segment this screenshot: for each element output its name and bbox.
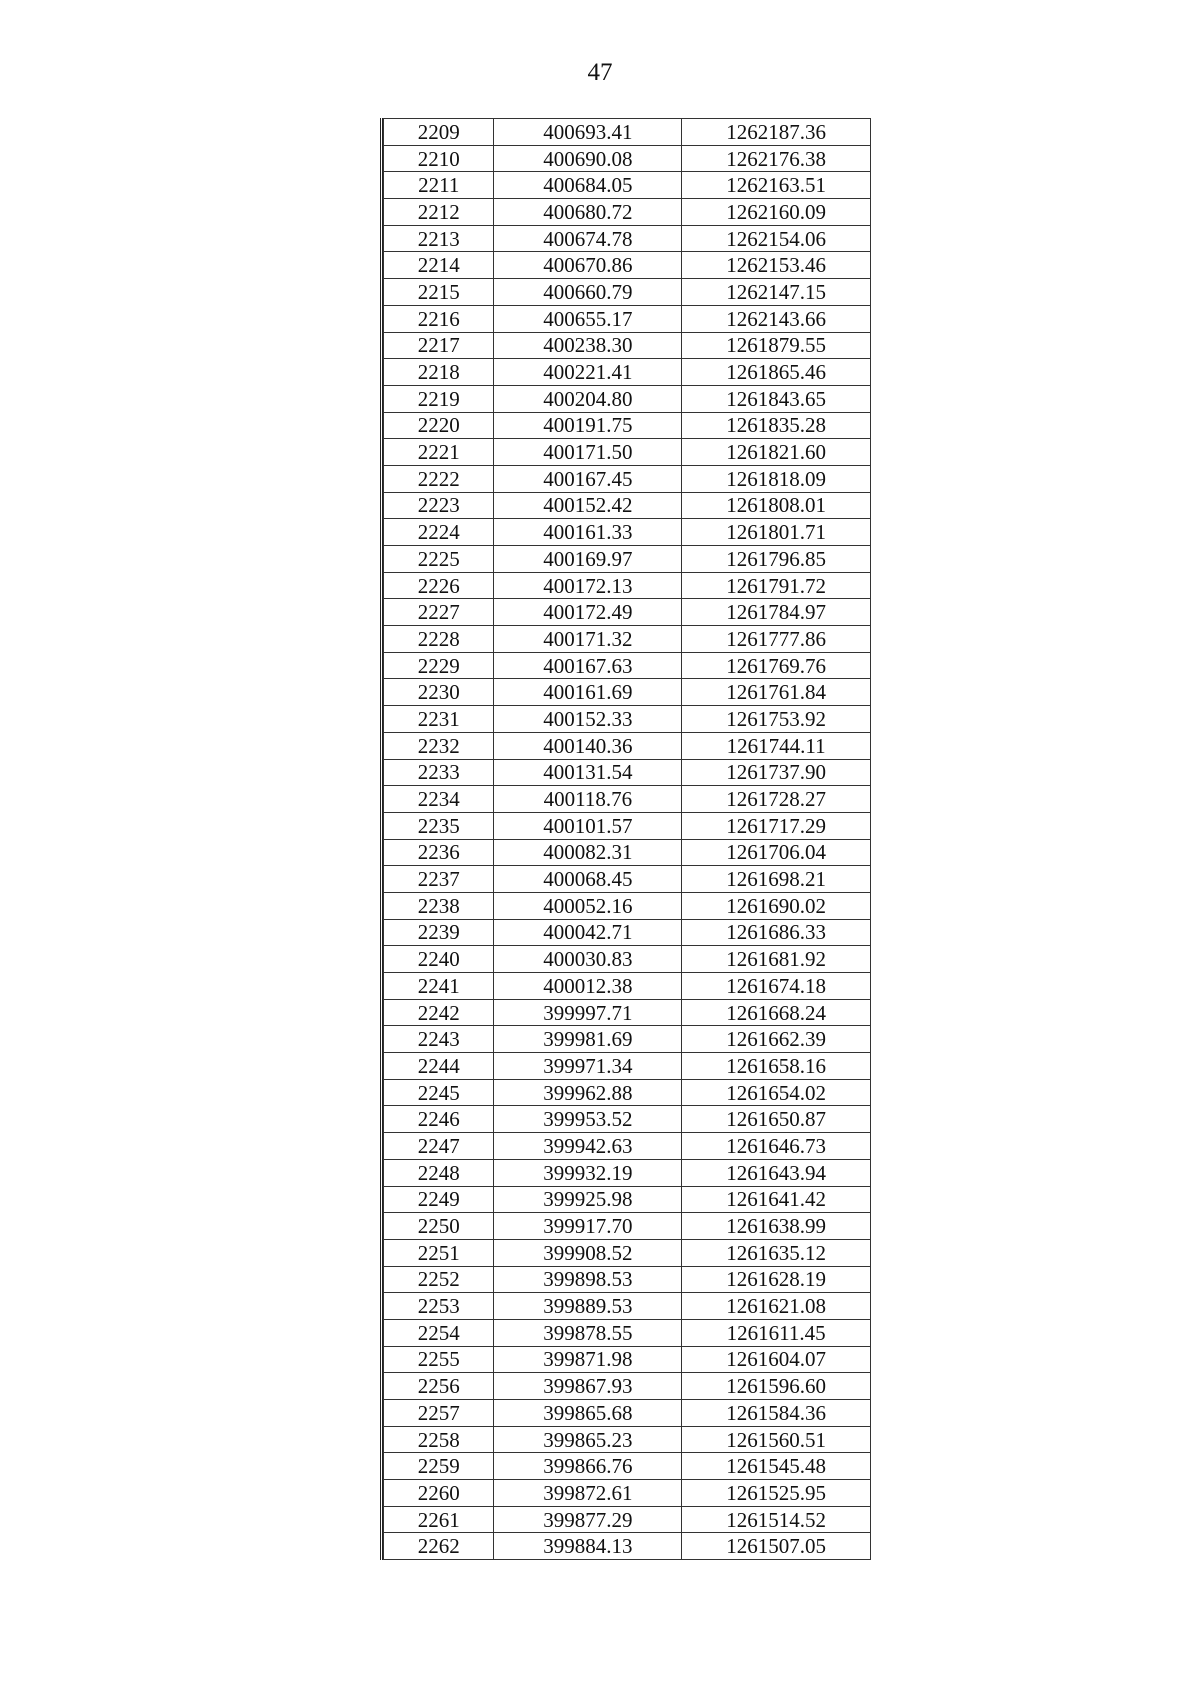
y-coordinate-cell: 1261801.71 — [682, 519, 871, 546]
y-coordinate-cell: 1261821.60 — [682, 439, 871, 466]
point-number-cell: 2242 — [384, 999, 494, 1026]
point-number-cell: 2214 — [384, 252, 494, 279]
x-coordinate-cell: 399997.71 — [494, 999, 682, 1026]
x-coordinate-cell: 399962.88 — [494, 1079, 682, 1106]
x-coordinate-cell: 399981.69 — [494, 1026, 682, 1053]
y-coordinate-cell: 1261835.28 — [682, 412, 871, 439]
y-coordinate-cell: 1261635.12 — [682, 1239, 871, 1266]
point-number-cell: 2235 — [384, 812, 494, 839]
table-row — [384, 385, 871, 412]
y-coordinate-cell: 1262143.66 — [682, 305, 871, 332]
point-number-cell: 2246 — [384, 1106, 494, 1133]
table-row — [384, 145, 871, 172]
table-row — [384, 1426, 871, 1453]
table-row — [384, 1133, 871, 1160]
table-row — [384, 119, 871, 146]
point-number-cell: 2237 — [384, 866, 494, 893]
table-row — [384, 1319, 871, 1346]
table-row — [384, 1533, 871, 1560]
x-coordinate-cell: 399877.29 — [494, 1506, 682, 1533]
y-coordinate-cell: 1261604.07 — [682, 1346, 871, 1373]
table-row — [384, 759, 871, 786]
table-row — [384, 546, 871, 573]
x-coordinate-cell: 400068.45 — [494, 866, 682, 893]
x-coordinate-cell: 400101.57 — [494, 812, 682, 839]
point-number-cell: 2227 — [384, 599, 494, 626]
point-number-cell: 2209 — [384, 119, 494, 146]
y-coordinate-cell: 1262153.46 — [682, 252, 871, 279]
x-coordinate-cell: 400152.42 — [494, 492, 682, 519]
table-row — [384, 599, 871, 626]
point-number-cell: 2234 — [384, 786, 494, 813]
table-row — [384, 492, 871, 519]
table-row — [384, 866, 871, 893]
table-row — [384, 732, 871, 759]
table-row — [384, 626, 871, 653]
x-coordinate-cell: 400221.41 — [494, 359, 682, 386]
table-row — [384, 332, 871, 359]
coordinates-table — [383, 118, 871, 1560]
y-coordinate-cell: 1261706.04 — [682, 839, 871, 866]
table-row — [384, 1053, 871, 1080]
table-row — [384, 1453, 871, 1480]
y-coordinate-cell: 1261717.29 — [682, 812, 871, 839]
x-coordinate-cell: 400171.32 — [494, 626, 682, 653]
point-number-cell: 2215 — [384, 279, 494, 306]
table-row — [384, 892, 871, 919]
table-row — [384, 172, 871, 199]
y-coordinate-cell: 1261611.45 — [682, 1319, 871, 1346]
y-coordinate-cell: 1261681.92 — [682, 946, 871, 973]
point-number-cell: 2259 — [384, 1453, 494, 1480]
point-number-cell: 2219 — [384, 385, 494, 412]
y-coordinate-cell: 1261737.90 — [682, 759, 871, 786]
table-row — [384, 412, 871, 439]
y-coordinate-cell: 1261761.84 — [682, 679, 871, 706]
y-coordinate-cell: 1261784.97 — [682, 599, 871, 626]
table-row — [384, 1266, 871, 1293]
x-coordinate-cell: 400167.45 — [494, 465, 682, 492]
table-row — [384, 1373, 871, 1400]
point-number-cell: 2236 — [384, 839, 494, 866]
table-row — [384, 1400, 871, 1427]
table-row — [384, 1346, 871, 1373]
y-coordinate-cell: 1261514.52 — [682, 1506, 871, 1533]
x-coordinate-cell: 399942.63 — [494, 1133, 682, 1160]
coordinates-table-body — [384, 119, 871, 1560]
y-coordinate-cell: 1262176.38 — [682, 145, 871, 172]
point-number-cell: 2261 — [384, 1506, 494, 1533]
table-row — [384, 679, 871, 706]
y-coordinate-cell: 1262147.15 — [682, 279, 871, 306]
y-coordinate-cell: 1261641.42 — [682, 1186, 871, 1213]
y-coordinate-cell: 1261650.87 — [682, 1106, 871, 1133]
point-number-cell: 2249 — [384, 1186, 494, 1213]
y-coordinate-cell: 1262154.06 — [682, 225, 871, 252]
y-coordinate-cell: 1261796.85 — [682, 546, 871, 573]
y-coordinate-cell: 1261808.01 — [682, 492, 871, 519]
x-coordinate-cell: 400140.36 — [494, 732, 682, 759]
x-coordinate-cell: 400690.08 — [494, 145, 682, 172]
table-row — [384, 1480, 871, 1507]
y-coordinate-cell: 1261662.39 — [682, 1026, 871, 1053]
point-number-cell: 2238 — [384, 892, 494, 919]
table-row — [384, 973, 871, 1000]
table-row — [384, 812, 871, 839]
x-coordinate-cell: 400674.78 — [494, 225, 682, 252]
x-coordinate-cell: 399867.93 — [494, 1373, 682, 1400]
y-coordinate-cell: 1261525.95 — [682, 1480, 871, 1507]
x-coordinate-cell: 400042.71 — [494, 919, 682, 946]
y-coordinate-cell: 1261769.76 — [682, 652, 871, 679]
page-number: 47 — [587, 59, 613, 86]
x-coordinate-cell: 399878.55 — [494, 1319, 682, 1346]
y-coordinate-cell: 1261643.94 — [682, 1159, 871, 1186]
y-coordinate-cell: 1261791.72 — [682, 572, 871, 599]
x-coordinate-cell: 399953.52 — [494, 1106, 682, 1133]
table-row — [384, 305, 871, 332]
point-number-cell: 2260 — [384, 1480, 494, 1507]
x-coordinate-cell: 399925.98 — [494, 1186, 682, 1213]
y-coordinate-cell: 1261654.02 — [682, 1079, 871, 1106]
y-coordinate-cell: 1262160.09 — [682, 199, 871, 226]
y-coordinate-cell: 1261728.27 — [682, 786, 871, 813]
point-number-cell: 2218 — [384, 359, 494, 386]
coordinates-table-container — [380, 118, 871, 1560]
table-row — [384, 1106, 871, 1133]
y-coordinate-cell: 1261646.73 — [682, 1133, 871, 1160]
table-row — [384, 225, 871, 252]
point-number-cell: 2243 — [384, 1026, 494, 1053]
y-coordinate-cell: 1261560.51 — [682, 1426, 871, 1453]
y-coordinate-cell: 1261545.48 — [682, 1453, 871, 1480]
y-coordinate-cell: 1261698.21 — [682, 866, 871, 893]
point-number-cell: 2240 — [384, 946, 494, 973]
point-number-cell: 2253 — [384, 1293, 494, 1320]
y-coordinate-cell: 1261507.05 — [682, 1533, 871, 1560]
point-number-cell: 2255 — [384, 1346, 494, 1373]
point-number-cell: 2262 — [384, 1533, 494, 1560]
table-row — [384, 706, 871, 733]
point-number-cell: 2220 — [384, 412, 494, 439]
x-coordinate-cell: 399884.13 — [494, 1533, 682, 1560]
table-row — [384, 199, 871, 226]
y-coordinate-cell: 1261753.92 — [682, 706, 871, 733]
y-coordinate-cell: 1261596.60 — [682, 1373, 871, 1400]
y-coordinate-cell: 1262187.36 — [682, 119, 871, 146]
y-coordinate-cell: 1261777.86 — [682, 626, 871, 653]
point-number-cell: 2211 — [384, 172, 494, 199]
x-coordinate-cell: 400171.50 — [494, 439, 682, 466]
point-number-cell: 2221 — [384, 439, 494, 466]
y-coordinate-cell: 1261674.18 — [682, 973, 871, 1000]
x-coordinate-cell: 399908.52 — [494, 1239, 682, 1266]
point-number-cell: 2228 — [384, 626, 494, 653]
x-coordinate-cell: 399971.34 — [494, 1053, 682, 1080]
x-coordinate-cell: 399871.98 — [494, 1346, 682, 1373]
x-coordinate-cell: 400172.49 — [494, 599, 682, 626]
x-coordinate-cell: 400161.33 — [494, 519, 682, 546]
point-number-cell: 2252 — [384, 1266, 494, 1293]
table-row — [384, 439, 871, 466]
x-coordinate-cell: 400152.33 — [494, 706, 682, 733]
table-row — [384, 946, 871, 973]
x-coordinate-cell: 400680.72 — [494, 199, 682, 226]
x-coordinate-cell: 400167.63 — [494, 652, 682, 679]
x-coordinate-cell: 400660.79 — [494, 279, 682, 306]
table-row — [384, 1186, 871, 1213]
point-number-cell: 2225 — [384, 546, 494, 573]
table-row — [384, 919, 871, 946]
point-number-cell: 2231 — [384, 706, 494, 733]
y-coordinate-cell: 1261744.11 — [682, 732, 871, 759]
y-coordinate-cell: 1261621.08 — [682, 1293, 871, 1320]
table-row — [384, 359, 871, 386]
x-coordinate-cell: 400693.41 — [494, 119, 682, 146]
point-number-cell: 2230 — [384, 679, 494, 706]
table-row — [384, 786, 871, 813]
point-number-cell: 2241 — [384, 973, 494, 1000]
point-number-cell: 2232 — [384, 732, 494, 759]
table-row — [384, 839, 871, 866]
x-coordinate-cell: 400082.31 — [494, 839, 682, 866]
x-coordinate-cell: 400204.80 — [494, 385, 682, 412]
y-coordinate-cell: 1261690.02 — [682, 892, 871, 919]
table-row — [384, 519, 871, 546]
table-row — [384, 465, 871, 492]
point-number-cell: 2244 — [384, 1053, 494, 1080]
y-coordinate-cell: 1261668.24 — [682, 999, 871, 1026]
point-number-cell: 2224 — [384, 519, 494, 546]
table-row — [384, 1506, 871, 1533]
point-number-cell: 2245 — [384, 1079, 494, 1106]
x-coordinate-cell: 400655.17 — [494, 305, 682, 332]
point-number-cell: 2217 — [384, 332, 494, 359]
table-row — [384, 252, 871, 279]
y-coordinate-cell: 1261584.36 — [682, 1400, 871, 1427]
table-row — [384, 999, 871, 1026]
point-number-cell: 2222 — [384, 465, 494, 492]
point-number-cell: 2251 — [384, 1239, 494, 1266]
point-number-cell: 2223 — [384, 492, 494, 519]
x-coordinate-cell: 400670.86 — [494, 252, 682, 279]
point-number-cell: 2239 — [384, 919, 494, 946]
point-number-cell: 2247 — [384, 1133, 494, 1160]
y-coordinate-cell: 1261879.55 — [682, 332, 871, 359]
x-coordinate-cell: 400684.05 — [494, 172, 682, 199]
x-coordinate-cell: 400172.13 — [494, 572, 682, 599]
table-row — [384, 1079, 871, 1106]
x-coordinate-cell: 399865.68 — [494, 1400, 682, 1427]
point-number-cell: 2258 — [384, 1426, 494, 1453]
point-number-cell: 2210 — [384, 145, 494, 172]
x-coordinate-cell: 399865.23 — [494, 1426, 682, 1453]
y-coordinate-cell: 1261638.99 — [682, 1213, 871, 1240]
point-number-cell: 2233 — [384, 759, 494, 786]
x-coordinate-cell: 400052.16 — [494, 892, 682, 919]
point-number-cell: 2216 — [384, 305, 494, 332]
table-row — [384, 1293, 871, 1320]
x-coordinate-cell: 400030.83 — [494, 946, 682, 973]
x-coordinate-cell: 399889.53 — [494, 1293, 682, 1320]
point-number-cell: 2248 — [384, 1159, 494, 1186]
table-row — [384, 652, 871, 679]
x-coordinate-cell: 400161.69 — [494, 679, 682, 706]
x-coordinate-cell: 400131.54 — [494, 759, 682, 786]
point-number-cell: 2229 — [384, 652, 494, 679]
x-coordinate-cell: 400118.76 — [494, 786, 682, 813]
point-number-cell: 2257 — [384, 1400, 494, 1427]
table-row — [384, 572, 871, 599]
x-coordinate-cell: 399898.53 — [494, 1266, 682, 1293]
table-row — [384, 279, 871, 306]
point-number-cell: 2226 — [384, 572, 494, 599]
x-coordinate-cell: 400191.75 — [494, 412, 682, 439]
point-number-cell: 2254 — [384, 1319, 494, 1346]
x-coordinate-cell: 400012.38 — [494, 973, 682, 1000]
x-coordinate-cell: 399932.19 — [494, 1159, 682, 1186]
table-row — [384, 1213, 871, 1240]
table-row — [384, 1239, 871, 1266]
x-coordinate-cell: 399872.61 — [494, 1480, 682, 1507]
y-coordinate-cell: 1261628.19 — [682, 1266, 871, 1293]
point-number-cell: 2213 — [384, 225, 494, 252]
y-coordinate-cell: 1261865.46 — [682, 359, 871, 386]
x-coordinate-cell: 400238.30 — [494, 332, 682, 359]
point-number-cell: 2250 — [384, 1213, 494, 1240]
table-row — [384, 1026, 871, 1053]
point-number-cell: 2256 — [384, 1373, 494, 1400]
table-row — [384, 1159, 871, 1186]
y-coordinate-cell: 1261818.09 — [682, 465, 871, 492]
point-number-cell: 2212 — [384, 199, 494, 226]
y-coordinate-cell: 1262163.51 — [682, 172, 871, 199]
x-coordinate-cell: 399917.70 — [494, 1213, 682, 1240]
y-coordinate-cell: 1261843.65 — [682, 385, 871, 412]
x-coordinate-cell: 399866.76 — [494, 1453, 682, 1480]
x-coordinate-cell: 400169.97 — [494, 546, 682, 573]
y-coordinate-cell: 1261686.33 — [682, 919, 871, 946]
y-coordinate-cell: 1261658.16 — [682, 1053, 871, 1080]
